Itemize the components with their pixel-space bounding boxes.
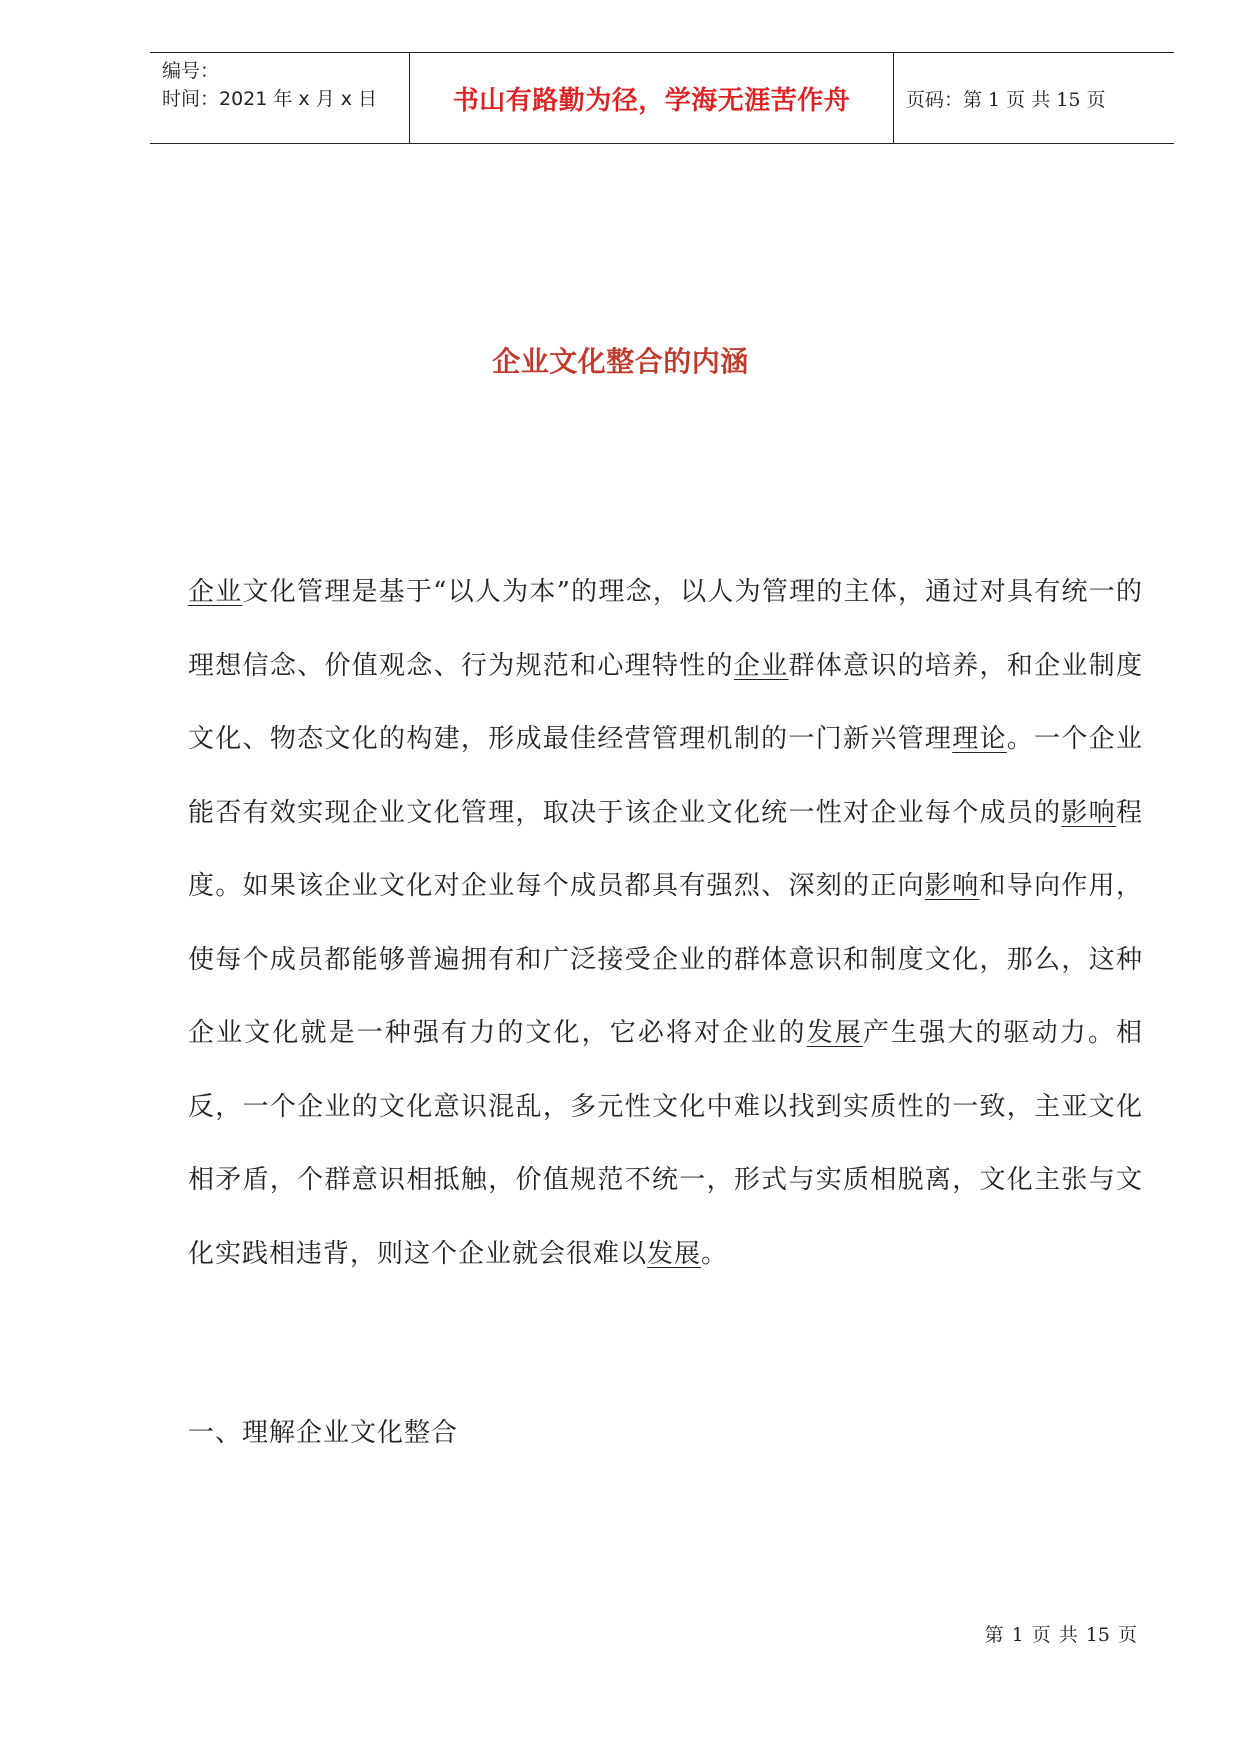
paragraph-text: 程度。如果该企业文化对企业每个成员都具有强烈、深刻的正向 xyxy=(188,797,1143,901)
document-time-label: 时间：2021 年 x 月 x 日 xyxy=(162,88,378,110)
hyperlink-development[interactable]: 发展 xyxy=(647,1238,702,1269)
hyperlink-enterprise[interactable]: 企业 xyxy=(188,577,243,607)
page-footer: 第 1 页 共 15 页 xyxy=(984,1624,1137,1646)
paragraph-text: 和导向作用，使每个成员都能够普遍拥有和广泛接受企业的群体意识和制度文化，那么，这种企业文化就是一种强有力的文化，它必将对企业的 xyxy=(188,871,1143,1048)
page-header xyxy=(150,52,1174,144)
header-page-info: 页码：第 1 页 共 15 页 xyxy=(906,88,1106,111)
header-meta xyxy=(150,53,410,143)
hyperlink-development[interactable]: 发展 xyxy=(806,1018,863,1048)
document-title: 企业文化整合的内涵 xyxy=(492,345,749,378)
paragraph-text: 产生强大的驱动力。相反，一个企业的文化意识混乱，多元性文化中难以找到实质性的一致，主亚文化相矛盾，个群意识相抵触，价值规范不统一，形式与实质相脱离，文化主张与文化实践相违背，则这个企业就会很难以 xyxy=(188,1018,1143,1269)
document-number-label: 编号： xyxy=(162,60,220,82)
hyperlink-influence[interactable]: 影响 xyxy=(1061,797,1116,828)
section-heading: 一、理解企业文化整合 xyxy=(188,1418,459,1448)
paragraph-text: 。 xyxy=(701,1238,729,1269)
paragraph-text: 文化管理是基于“以人为本”的理念，以人为管理的主体，通过对具有统一的理想信念、价值观念、行为规范和心理特性的 xyxy=(188,577,1143,681)
hyperlink-theory[interactable]: 理论 xyxy=(952,724,1007,754)
hyperlink-influence[interactable]: 影响 xyxy=(924,871,980,901)
paragraph-text: 。一个企业能否有效实现企业文化管理，取决于该企业文化统一性对企业每个成员的 xyxy=(188,724,1143,828)
hyperlink-enterprise[interactable]: 企业 xyxy=(733,650,789,681)
body-paragraph xyxy=(188,556,1143,1291)
header-motto: 书山有路勤为径，学海无涯苦作舟 xyxy=(410,53,894,143)
paragraph-text: 群体意识的培养，和企业制度文化、物态文化的构建，形成最佳经营管理机制的一门新兴管理 xyxy=(188,650,1143,754)
